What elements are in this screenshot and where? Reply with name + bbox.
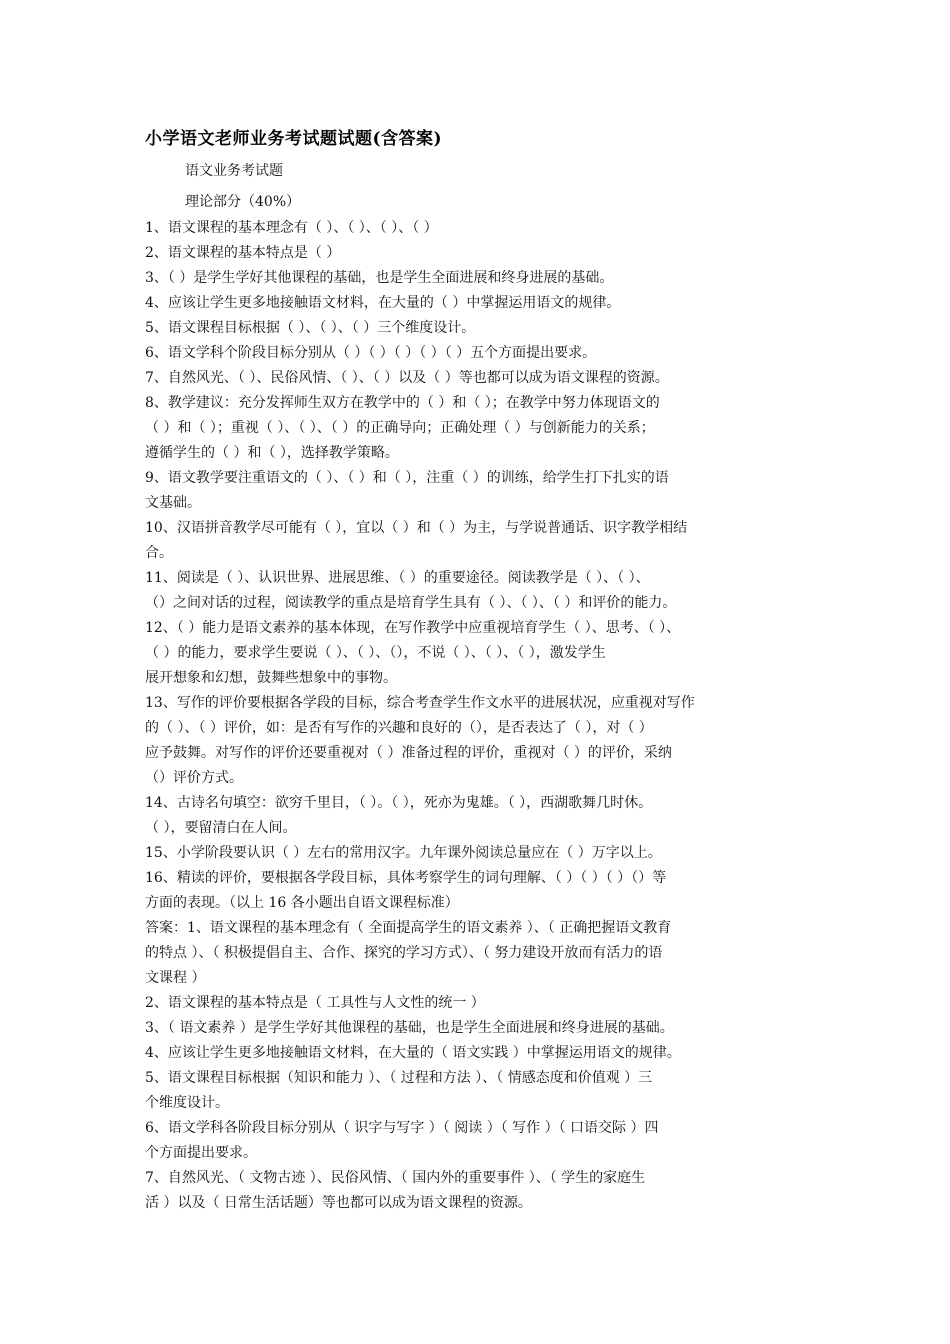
text-line: 的（ ）、（ ）评价，如：是否有写作的兴趣和良好的（），是否表达了（ ），对（ ） — [145, 720, 653, 736]
text-line: 6、语文学科个阶段目标分别从（ ）（ ）（ ）（ ）（ ）五个方面提出要求。 — [145, 345, 597, 361]
document-body — [145, 216, 835, 1216]
text-line: 5、语文课程目标根据（知识和能力 ）、（ 过程和方法 ）、（ 情感态度和价值观 ）三 — [145, 1070, 653, 1086]
text-line: 遵循学生的（ ）和（ ），选择教学策略。 — [145, 445, 399, 461]
text-line: （）评价方式。 — [145, 770, 243, 786]
text-line: 9、语文教学要注重语文的（ ）、（ ）和（ ），注重（ ）的训练，给学生打下扎实的语 — [145, 470, 669, 486]
text-line: 14、古诗名句填空：欲穷千里目，（ ）。（ ），死亦为鬼雄。（ ），西湖歌舞几时休。 — [145, 795, 653, 811]
text-line: 7、自然风光、（ ）、民俗风情、（ ）、（ ）以及（ ）等也都可以成为语文课程的资源。 — [145, 370, 669, 386]
text-line: 的特点 ）、（ 积极提倡自主、合作、探究的学习方式）、（ 努力建设开放而有活力的语 — [145, 945, 663, 961]
text-line: 11、阅读是（ ）、认识世界、进展思维、（ ）的重要途径。阅读教学是（ ）、（ ）、 — [145, 570, 650, 586]
text-line: （ ），要留清白在人间。 — [145, 820, 297, 836]
text-line: 6、语文学科各阶段目标分别从（ 识字与写字 ）（ 阅读 ）（ 写作 ）（ 口语交际 ）四 — [145, 1120, 659, 1136]
text-line: 2、语文课程的基本特点是（ 工具性与人文性的统一 ） — [145, 995, 485, 1011]
text-line: 应予鼓舞。对写作的评价还要重视对（ ）准备过程的评价，重视对（ ）的评价，采纳 — [145, 745, 672, 761]
text-line: 5、语文课程目标根据（ ）、（ ）、（ ）三个维度设计。 — [145, 320, 476, 336]
text-line: 展开想象和幻想，鼓舞些想象中的事物。 — [145, 670, 397, 686]
text-line: 10、汉语拼音教学尽可能有（ ），宜以（ ）和（ ）为主，与学说普通话、识字教学相结 — [145, 520, 688, 536]
text-line: 15、小学阶段要认识（ ）左右的常用汉字。九年课外阅读总量应在（ ）万字以上。 — [145, 845, 662, 861]
text-line: （）之间对话的过程，阅读教学的重点是培育学生具有（ ）、（ ）、（ ）和评价的能力。 — [145, 595, 677, 611]
text-line: 文基础。 — [145, 495, 201, 511]
text-line: 12、（ ）能力是语文素养的基本体现，在写作教学中应重视培育学生（ ）、思考、（ ）、 — [145, 620, 681, 636]
text-line: 4、应该让学生更多地接触语文材料，在大量的（ 语文实践 ）中掌握运用语文的规律。 — [145, 1045, 681, 1061]
text-line: 16、精读的评价，要根据各学段目标，具体考察学生的词句理解、（ ）（ ）（ ）（）等 — [145, 870, 667, 886]
text-line: 个维度设计。 — [145, 1095, 229, 1111]
document-title: 小学语文老师业务考试题试题(含答案) — [145, 129, 443, 149]
text-line: 4、应该让学生更多地接触语文材料，在大量的（ ）中掌握运用语文的规律。 — [145, 295, 621, 311]
text-line: 答案：1、语文课程的基本理念有（ 全面提高学生的语文素养 ）、（ 正确把握语文教育 — [145, 920, 672, 936]
text-line: （ ）和（ ）；重视（ ）、（ ）、（ ）的正确导向；正确处理（ ）与创新能力的关系； — [145, 420, 655, 436]
text-line: （ ）的能力，要求学生要说（ ）、（ ）、（），不说（ ）、（ ）、（ ），激发学生 — [145, 645, 606, 661]
document-subtitle: 语文业务考试题 — [185, 163, 283, 179]
text-line: 3、（ ）是学生学好其他课程的基础，也是学生全面进展和终身进展的基础。 — [145, 270, 614, 286]
text-line: 合。 — [145, 545, 173, 561]
text-line: 8、教学建议：充分发挥师生双方在教学中的（ ）和（ ）；在教学中努力体现语文的 — [145, 395, 660, 411]
text-line: 2、语文课程的基本特点是（ ） — [145, 245, 341, 261]
section-heading: 理论部分（40%） — [185, 194, 301, 210]
text-line: 13、写作的评价要根据各学段的目标，综合考查学生作文水平的进展状况，应重视对写作 — [145, 695, 695, 711]
text-line: 文课程 ） — [145, 970, 206, 986]
text-line: 1、语文课程的基本理念有（ ）、（ ）、（ ）、（ ） — [145, 220, 438, 236]
text-line: 活 ）以及（ 日常生活话题）等也都可以成为语文课程的资源。 — [145, 1195, 532, 1211]
text-line: 3、（ 语文素养 ）是学生学好其他课程的基础，也是学生全面进展和终身进展的基础。 — [145, 1020, 674, 1036]
text-line: 个方面提出要求。 — [145, 1145, 257, 1161]
text-line: 方面的表现。（以上 16 各小题出自语文课程标准） — [145, 895, 459, 911]
text-line: 7、自然风光、（ 文物古迹 ）、民俗风情、（ 国内外的重要事件 ）、（ 学生的家庭生 — [145, 1170, 646, 1186]
